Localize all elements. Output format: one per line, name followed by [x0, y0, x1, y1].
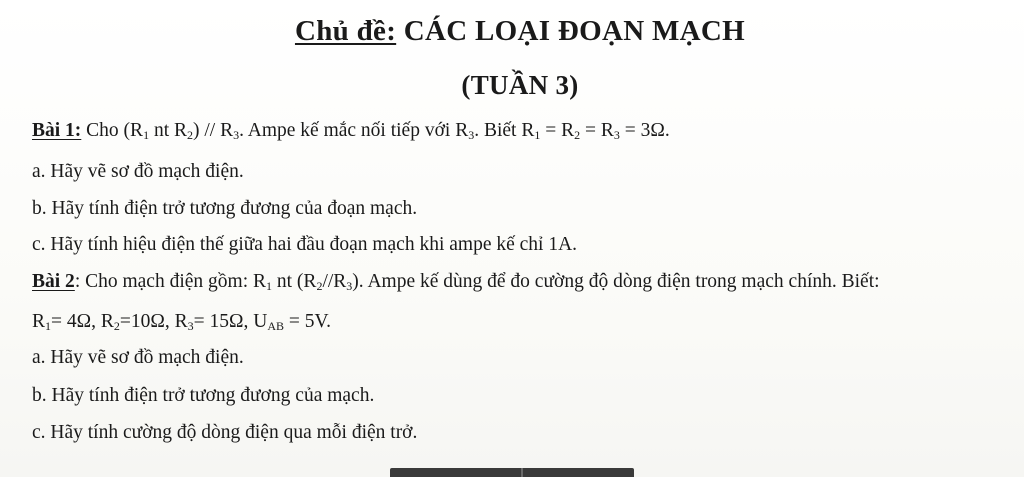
bai2-label: Bài 2	[32, 271, 75, 292]
subscript: AB	[267, 319, 285, 333]
bai2-values	[32, 311, 331, 333]
subscript: 1	[143, 128, 150, 142]
bai1-question-c: c. Hãy tính hiệu điện thế giữa hai đầu đoạn mạch khi ampe kế chỉ 1A.	[32, 234, 578, 255]
bai2-text: = 4Ω, R	[51, 311, 114, 332]
subscript: 3	[346, 279, 353, 293]
bai2-text: =10Ω, R	[119, 311, 188, 332]
bai1-statement	[32, 120, 670, 142]
bai1-question-a: a. Hãy vẽ sơ đồ mạch điện.	[32, 161, 244, 182]
topic-title	[0, 15, 1024, 48]
subscript: 2	[316, 279, 323, 293]
bai2-text: //R	[322, 271, 347, 292]
subscript: 3	[233, 128, 240, 142]
subscript: 1	[534, 128, 541, 142]
bottom-toolbar-edge	[390, 468, 634, 477]
bai1-text: ) // R	[193, 120, 234, 141]
week-title: (TUẦN 3)	[461, 70, 579, 100]
bai1-text: = 3Ω.	[619, 120, 670, 141]
bai1-text: . Biết R	[474, 120, 535, 141]
bai2-question-c: c. Hãy tính cường độ dòng điện qua mỗi điện trở.	[32, 422, 418, 443]
bai1-text: Cho (R	[81, 120, 144, 141]
bai2-text: nt (R	[272, 271, 317, 292]
bai2-statement	[32, 271, 880, 293]
subscript: 2	[113, 319, 120, 333]
bai2-text: R	[32, 311, 46, 332]
subscript: 3	[468, 128, 475, 142]
subscript: 3	[187, 319, 194, 333]
bai1-text: nt R	[149, 120, 187, 141]
bai1-text: = R	[580, 120, 614, 141]
bai2-text: ). Ampe kế dùng để đo cường độ dòng điện trong mạch chính. Biết:	[352, 271, 880, 292]
bai1-text: . Ampe kế mắc nối tiếp với R	[239, 120, 469, 141]
bai2-question-b: b. Hãy tính điện trở tương đương của mạch.	[32, 385, 375, 406]
topic-prefix: Chủ đề:	[294, 15, 397, 47]
bai2-text: = 15Ω, U	[193, 311, 268, 332]
bai1-question-b: b. Hãy tính điện trở tương đương của đoạn mạch.	[32, 198, 418, 219]
subscript: 1	[45, 319, 52, 333]
bai2-question-a: a. Hãy vẽ sơ đồ mạch điện.	[32, 347, 244, 368]
subscript: 3	[613, 128, 620, 142]
bai2-text: = 5V.	[284, 311, 331, 332]
subscript: 2	[574, 128, 581, 142]
bai1-text: = R	[540, 120, 575, 141]
toolbar-divider	[521, 468, 523, 477]
bai1-label: Bài 1:	[32, 120, 82, 141]
subscript: 1	[266, 279, 273, 293]
bai2-text: : Cho mạch điện gồm: R	[74, 271, 267, 292]
topic-name: CÁC LOẠI ĐOẠN MẠCH	[396, 15, 746, 47]
subscript: 2	[187, 128, 193, 142]
